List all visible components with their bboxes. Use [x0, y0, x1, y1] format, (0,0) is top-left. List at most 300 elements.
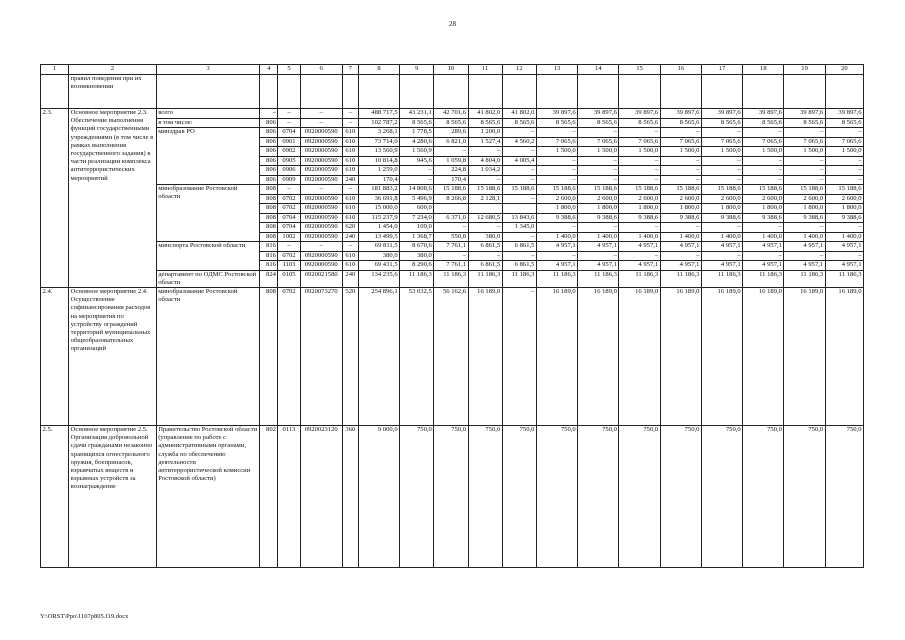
value-cell: 7 065,6 [660, 137, 701, 147]
value-cell: 9 388,6 [743, 213, 784, 223]
value-cell: 824 [260, 270, 278, 287]
value-cell: 39 897,6 [660, 109, 701, 119]
value-cell: 610 [342, 204, 358, 214]
value-cell: 750,0 [434, 425, 468, 567]
value-cell: 610 [342, 251, 358, 261]
value-cell: 6 861,5 [468, 261, 502, 271]
value-cell: 56 162,6 [434, 287, 468, 425]
value-cell: 1 059,8 [434, 156, 468, 166]
row-number: 2.4. [41, 287, 69, 425]
value-cell: 7 234,0 [400, 213, 434, 223]
value-cell: 16 189,0 [825, 287, 863, 425]
value-cell: 12 680,5 [468, 213, 502, 223]
value-cell: 11 186,3 [578, 270, 619, 287]
value-cell: 9 388,6 [578, 213, 619, 223]
value-cell: 0905 [278, 156, 300, 166]
value-cell: – [278, 118, 300, 128]
value-cell: 816 [260, 251, 278, 261]
value-cell: 4 957,1 [743, 261, 784, 271]
value-cell: 0920021580 [300, 270, 342, 287]
value-cell: – [502, 166, 536, 176]
value-cell: 0920000590 [300, 223, 342, 233]
value-cell: 2 600,0 [660, 194, 701, 204]
value-cell: 1 800,0 [825, 204, 863, 214]
value-cell: 1 034,2 [468, 166, 502, 176]
value-cell: 816 [260, 242, 278, 252]
value-cell: 6 821,0 [434, 137, 468, 147]
value-cell: – [536, 128, 577, 138]
executor-name: Правительство Ростовской области (управление по работе с административными органами, служба по обеспечению деятельности антитеррористической комиссии Ростовской области) [156, 425, 260, 567]
value-cell: 0920073270 [300, 287, 342, 425]
value-cell: 1 500,0 [701, 147, 742, 157]
value-cell: 4 957,1 [660, 261, 701, 271]
value-cell: 1 345,0 [502, 223, 536, 233]
value-cell: 1 400,0 [743, 232, 784, 242]
value-cell: 610 [342, 194, 358, 204]
value-cell: 4 957,1 [701, 242, 742, 252]
value-cell: 0902 [278, 147, 300, 157]
value-cell: 9 000,0 [358, 425, 399, 567]
column-number: 19 [784, 65, 825, 75]
value-cell: 6 861,5 [502, 261, 536, 271]
value-cell: 1 500,0 [660, 147, 701, 157]
value-cell: 1 259,0 [358, 166, 399, 176]
value-cell: 170,4 [358, 175, 399, 185]
value-cell: 1 800,0 [578, 204, 619, 214]
value-cell: 15 188,6 [743, 185, 784, 195]
value-cell: 7 065,6 [743, 137, 784, 147]
value-cell: 1 500,0 [743, 147, 784, 157]
value-cell: 6 371,0 [434, 213, 468, 223]
value-cell: 42 701,6 [434, 109, 468, 119]
value-cell: 806 [260, 175, 278, 185]
value-cell: 39 897,6 [578, 109, 619, 119]
value-cell: 39 897,6 [784, 109, 825, 119]
table-row [41, 185, 864, 195]
value-cell: 0920000590 [300, 232, 342, 242]
value-cell: 806 [260, 128, 278, 138]
measure-name: Основное мероприятие 2.3. Обеспечение выполнения функций государственными учреждениями (в том числе в рамках выполнения государственного задания) в части реализации комплекса антитеррористических мероприятий [69, 109, 157, 288]
value-cell: – [434, 251, 468, 261]
value-cell: 1 800,0 [743, 204, 784, 214]
column-number: 9 [400, 65, 434, 75]
value-cell: – [342, 109, 358, 119]
value-cell: 1 400,0 [784, 232, 825, 242]
column-number: 15 [619, 65, 660, 75]
value-cell: 2 600,0 [536, 194, 577, 204]
column-number: 20 [825, 65, 863, 75]
column-number: 5 [278, 65, 300, 75]
value-cell: 1 800,0 [701, 204, 742, 214]
value-cell: 0704 [278, 223, 300, 233]
value-cell: 16 189,0 [743, 287, 784, 425]
value-cell: 8 565,6 [578, 118, 619, 128]
column-number: 6 [300, 65, 342, 75]
value-cell: 289,6 [434, 128, 468, 138]
value-cell: 380,0 [468, 232, 502, 242]
value-cell: 610 [342, 213, 358, 223]
value-cell: 4 804,0 [468, 156, 502, 166]
value-cell: 4 957,1 [578, 242, 619, 252]
value-cell: 39 897,6 [825, 109, 863, 119]
value-cell: 134 235,6 [358, 270, 399, 287]
value-cell: 254 896,1 [358, 287, 399, 425]
column-number: 4 [260, 65, 278, 75]
value-cell: 1 400,0 [701, 232, 742, 242]
value-cell: 69 431,5 [358, 261, 399, 271]
value-cell: 4 957,1 [701, 261, 742, 271]
value-cell: 2 600,0 [619, 194, 660, 204]
value-cell: 9 388,6 [701, 213, 742, 223]
budget-table [40, 64, 864, 568]
column-number: 11 [468, 65, 502, 75]
value-cell: 8 565,6 [701, 118, 742, 128]
value-cell: 360 [342, 425, 358, 567]
value-cell: 2 600,0 [701, 194, 742, 204]
value-cell: 806 [260, 147, 278, 157]
executor-name: минспорта Ростовской области [156, 242, 260, 271]
value-cell: – [278, 242, 300, 252]
column-number: 10 [434, 65, 468, 75]
value-cell: 620 [342, 223, 358, 233]
value-cell: 1 778,5 [400, 128, 434, 138]
value-cell: 8 565,6 [660, 118, 701, 128]
value-cell: – [784, 251, 825, 261]
value-cell: 750,0 [536, 425, 577, 567]
value-cell: – [502, 128, 536, 138]
value-cell: 11 186,3 [701, 270, 742, 287]
value-cell: – [300, 242, 342, 252]
measure-name: Основное мероприятие 2.5. Организация добровольной сдачи гражданами незаконно хранящихся огнестрельного оружия, боеприпасов, взрывчатых веществ и взрывных устройств за вознаграждение [69, 425, 157, 567]
value-cell: 1 400,0 [578, 232, 619, 242]
value-cell [468, 204, 502, 214]
value-cell: 0702 [278, 251, 300, 261]
value-cell: 0920000590 [300, 166, 342, 176]
value-cell: 1 400,0 [825, 232, 863, 242]
value-cell: 808 [260, 223, 278, 233]
value-cell: – [825, 166, 863, 176]
value-cell: 4 957,1 [536, 242, 577, 252]
row-number: 2.5. [41, 425, 69, 567]
value-cell: – [468, 175, 502, 185]
value-cell: 7 065,6 [619, 137, 660, 147]
value-cell: 0920000590 [300, 156, 342, 166]
value-cell: 6 861,5 [502, 242, 536, 252]
value-cell: 7 761,1 [434, 242, 468, 252]
value-cell: 1 527,4 [468, 137, 502, 147]
value-cell: 1 400,0 [536, 232, 577, 242]
value-cell: – [660, 223, 701, 233]
value-cell: 13 499,5 [358, 232, 399, 242]
value-cell: – [784, 223, 825, 233]
value-cell: – [342, 118, 358, 128]
value-cell: 7 065,6 [536, 137, 577, 147]
value-cell: 1 368,7 [400, 232, 434, 242]
value-cell: 750,0 [701, 425, 742, 567]
value-cell: 0901 [278, 137, 300, 147]
value-cell: 8 565,6 [400, 118, 434, 128]
value-cell: 15 188,6 [468, 185, 502, 195]
value-cell: 4 957,1 [784, 242, 825, 252]
value-cell: 1 800,0 [619, 204, 660, 214]
value-cell: 11 186,3 [619, 270, 660, 287]
column-number: 14 [578, 65, 619, 75]
value-cell: – [578, 223, 619, 233]
column-number: 18 [743, 65, 784, 75]
value-cell: 4 957,1 [619, 242, 660, 252]
value-cell: 0909 [278, 175, 300, 185]
value-cell: – [660, 166, 701, 176]
value-cell: 520 [342, 287, 358, 425]
table-row [41, 270, 864, 287]
value-cell: 1103 [278, 261, 300, 271]
value-cell: 16 189,0 [701, 287, 742, 425]
value-cell: 11 186,3 [468, 270, 502, 287]
value-cell: – [278, 109, 300, 119]
value-cell: 610 [342, 137, 358, 147]
value-cell: 750,0 [468, 425, 502, 567]
value-cell: – [578, 156, 619, 166]
value-cell: 4 280,6 [400, 137, 434, 147]
value-cell: 550,8 [434, 232, 468, 242]
column-number: 2 [69, 65, 157, 75]
value-cell: 806 [260, 166, 278, 176]
value-cell: 0920000590 [300, 251, 342, 261]
value-cell: 4 957,1 [660, 242, 701, 252]
value-cell: – [743, 223, 784, 233]
value-cell: 7 065,6 [578, 137, 619, 147]
section-2-4 [41, 287, 864, 425]
value-cell: 750,0 [743, 425, 784, 567]
column-number: 17 [701, 65, 742, 75]
value-cell: – [300, 118, 342, 128]
row-number: 2.3. [41, 109, 69, 288]
value-cell: 9 388,6 [784, 213, 825, 223]
value-cell: 806 [260, 118, 278, 128]
value-cell: 69 811,5 [358, 242, 399, 252]
page-number: 28 [449, 20, 456, 28]
value-cell: 8 565,6 [825, 118, 863, 128]
value-cell: 181 883,2 [358, 185, 399, 195]
value-cell: – [578, 175, 619, 185]
value-cell: 4 957,1 [784, 261, 825, 271]
value-cell: 102 787,2 [358, 118, 399, 128]
value-cell: 0920000590 [300, 213, 342, 223]
value-cell: 750,0 [619, 425, 660, 567]
value-cell: 8 565,6 [502, 118, 536, 128]
value-cell: 15 188,6 [619, 185, 660, 195]
value-cell: 16 189,0 [578, 287, 619, 425]
value-cell: 750,0 [660, 425, 701, 567]
value-cell: 8 565,6 [619, 118, 660, 128]
value-cell: 73 714,0 [358, 137, 399, 147]
value-cell: 816 [260, 261, 278, 271]
value-cell: – [619, 175, 660, 185]
column-number: 7 [342, 65, 358, 75]
value-cell: – [502, 194, 536, 204]
value-cell: 11 186,3 [400, 270, 434, 287]
value-cell: – [536, 223, 577, 233]
value-cell: 0702 [278, 204, 300, 214]
executor-name: департамент по ОДМС Ростовской области [156, 270, 260, 287]
value-cell: 0105 [278, 270, 300, 287]
value-cell: 240 [342, 232, 358, 242]
value-cell: 0702 [278, 287, 300, 425]
value-cell: 115 237,9 [358, 213, 399, 223]
value-cell: 1 800,0 [660, 204, 701, 214]
value-cell: 8 266,8 [434, 194, 468, 204]
section-2-3 [41, 109, 864, 288]
executor-name: минобразование Ростовской области [156, 185, 260, 242]
value-cell: 7 065,6 [825, 137, 863, 147]
value-cell: 6 861,5 [468, 242, 502, 252]
value-cell: – [434, 147, 468, 157]
value-cell [502, 204, 536, 214]
value-cell: 15 188,6 [536, 185, 577, 195]
value-cell: 15 188,6 [825, 185, 863, 195]
value-cell: – [578, 166, 619, 176]
value-cell: 610 [342, 128, 358, 138]
value-cell: 16 189,0 [468, 287, 502, 425]
value-cell: 1 500,0 [536, 147, 577, 157]
value-cell: 7 065,6 [784, 137, 825, 147]
value-cell: – [660, 128, 701, 138]
value-cell: 488 717,5 [358, 109, 399, 119]
value-cell: 4 957,1 [619, 261, 660, 271]
value-cell: – [701, 251, 742, 261]
value-cell: 0920000590 [300, 261, 342, 271]
value-cell: 10 814,8 [358, 156, 399, 166]
value-cell: 15 000,0 [358, 204, 399, 214]
value-cell: – [300, 109, 342, 119]
measure-name: Основное мероприятие 2.4. Осуществление софинансирования расходов на мероприятия по устройству ограждений территорий муниципальных общеобразовательных организаций [69, 287, 157, 425]
value-cell: – [825, 223, 863, 233]
value-cell: 15 188,6 [578, 185, 619, 195]
value-cell: 750,0 [400, 425, 434, 567]
table-row [41, 242, 864, 252]
value-cell: 4 957,1 [743, 242, 784, 252]
value-cell: 0113 [278, 425, 300, 567]
value-cell: 16 189,0 [619, 287, 660, 425]
value-cell: 808 [260, 232, 278, 242]
value-cell: 11 186,3 [434, 270, 468, 287]
value-cell: 750,0 [502, 425, 536, 567]
value-cell: 2 600,0 [784, 194, 825, 204]
value-cell: – [536, 251, 577, 261]
value-cell: 39 897,6 [701, 109, 742, 119]
value-cell: 11 186,3 [502, 270, 536, 287]
value-cell: – [701, 223, 742, 233]
value-cell: 600,0 [400, 204, 434, 214]
value-cell: 15 188,6 [434, 185, 468, 195]
value-cell: 11 186,3 [784, 270, 825, 287]
table-row [41, 425, 864, 567]
value-cell: – [342, 185, 358, 195]
value-cell: – [502, 147, 536, 157]
value-cell: 1 200,0 [468, 128, 502, 138]
value-cell: 380,0 [400, 251, 434, 261]
value-cell: 0920000590 [300, 175, 342, 185]
value-cell: – [502, 251, 536, 261]
value-cell: 945,6 [400, 156, 434, 166]
value-cell: 8 565,6 [434, 118, 468, 128]
value-cell: 36 691,8 [358, 194, 399, 204]
value-cell: 2 600,0 [825, 194, 863, 204]
value-cell: 39 897,6 [536, 109, 577, 119]
value-cell: 8 565,6 [784, 118, 825, 128]
value-cell: 4 560,2 [502, 137, 536, 147]
column-number-row [41, 65, 864, 75]
value-cell: – [660, 175, 701, 185]
value-cell: – [660, 156, 701, 166]
value-cell: 0920000590 [300, 147, 342, 157]
value-cell: 1 454,0 [358, 223, 399, 233]
column-number: 13 [536, 65, 577, 75]
value-cell: – [825, 251, 863, 261]
value-cell: 8 565,6 [536, 118, 577, 128]
section-2-5 [41, 425, 864, 567]
value-cell: 380,0 [358, 251, 399, 261]
value-cell: 610 [342, 166, 358, 176]
value-cell: – [578, 128, 619, 138]
value-cell: – [536, 175, 577, 185]
value-cell: – [536, 156, 577, 166]
value-cell: 11 186,3 [743, 270, 784, 287]
value-cell: – [400, 175, 434, 185]
value-cell: 1 500,0 [578, 147, 619, 157]
value-cell: 16 189,0 [784, 287, 825, 425]
value-cell: 610 [342, 156, 358, 166]
value-cell: 39 897,6 [619, 109, 660, 119]
carry-over-row [41, 75, 864, 109]
value-cell: 13 560,9 [358, 147, 399, 157]
value-cell: 4 957,1 [825, 261, 863, 271]
value-cell: – [743, 128, 784, 138]
value-cell: 15 188,6 [660, 185, 701, 195]
value-cell: – [743, 175, 784, 185]
value-cell: 1 400,0 [619, 232, 660, 242]
value-cell: – [619, 128, 660, 138]
value-cell: 1 400,0 [660, 232, 701, 242]
value-cell: 3 268,1 [358, 128, 399, 138]
incl-label: в том числе: [157, 119, 260, 128]
value-cell: 53 032,5 [400, 287, 434, 425]
value-cell [434, 204, 468, 214]
value-cell: – [660, 251, 701, 261]
value-cell: 2 600,0 [743, 194, 784, 204]
value-cell: 2 128,1 [468, 194, 502, 204]
value-cell: – [701, 156, 742, 166]
value-cell: – [743, 166, 784, 176]
value-cell: 1 560,9 [400, 147, 434, 157]
value-cell: 9 388,6 [536, 213, 577, 223]
value-cell: 9 388,6 [660, 213, 701, 223]
value-cell: – [825, 175, 863, 185]
value-cell: – [278, 185, 300, 195]
value-cell: 808 [260, 204, 278, 214]
value-cell: 0920000590 [300, 128, 342, 138]
value-cell: 14 808,6 [400, 185, 434, 195]
value-cell: 170,4 [434, 175, 468, 185]
value-cell: – [619, 156, 660, 166]
value-cell: 11 186,3 [536, 270, 577, 287]
value-cell: 0920000590 [300, 194, 342, 204]
value-cell: 808 [260, 213, 278, 223]
value-cell: 750,0 [578, 425, 619, 567]
value-cell: – [502, 287, 536, 425]
value-cell: – [743, 251, 784, 261]
value-cell: 4 957,1 [536, 261, 577, 271]
